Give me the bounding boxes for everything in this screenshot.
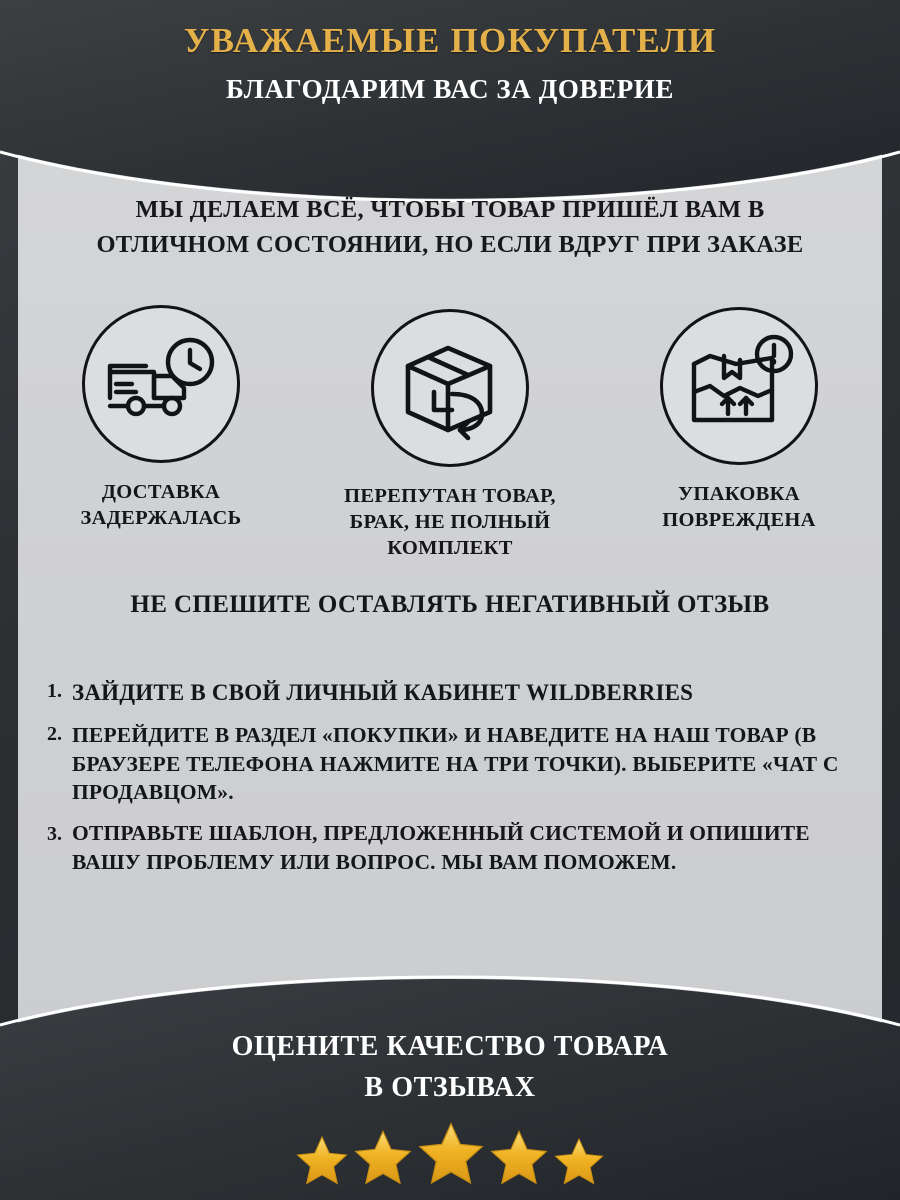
- box-return-arrow-icon: [371, 309, 529, 467]
- page-title: УВАЖАЕМЫЕ ПОКУПАТЕЛИ: [183, 21, 717, 60]
- damaged-package-icon: [660, 307, 818, 465]
- star-icon: [296, 1134, 348, 1186]
- problem-caption-delivery: ДОСТАВКА ЗАДЕРЖАЛАСЬ: [80, 481, 242, 530]
- problem-caption-damaged-package: УПАКОВКА ПОВРЕЖДЕНА: [662, 483, 816, 532]
- mid-heading: НЕ СПЕШИТЕ ОСТАВЛЯТЬ НЕГАТИВНЫЙ ОТЗЫВ: [130, 591, 770, 618]
- list-item: [22, 678, 878, 708]
- star-icon: [490, 1128, 548, 1186]
- problem-item-damaged-package: [604, 305, 874, 533]
- footer-line-2: В ОТЗЫВАХ: [364, 1072, 536, 1103]
- step-text: ЗАЙДИТЕ В СВОЙ ЛИЧНЫЙ КАБИНЕТ WILDBERRIES: [72, 680, 694, 705]
- problem-item-wrong-item: [315, 305, 585, 562]
- problem-item-delivery: [26, 305, 296, 531]
- footer-text-block: [0, 1029, 900, 1104]
- header-text-block: [0, 22, 900, 106]
- list-item: [22, 819, 878, 876]
- star-icon: [418, 1120, 484, 1186]
- intro-paragraph: МЫ ДЕЛАЕМ ВСЁ, ЧТОБЫ ТОВАР ПРИШЁЛ ВАМ В ОТЛИЧНОМ СОСТОЯНИИ, НО ЕСЛИ ВДРУГ ПРИ ЗАКАЗЕ: [96, 196, 804, 258]
- rating-stars: [0, 1120, 900, 1186]
- delivery-truck-clock-icon: [82, 305, 240, 463]
- problem-caption-wrong-item: ПЕРЕПУТАН ТОВАР, БРАК, НЕ ПОЛНЫЙ КОМПЛЕКТ: [344, 485, 556, 560]
- page-subtitle: БЛАГОДАРИМ ВАС ЗА ДОВЕРИЕ: [225, 73, 675, 104]
- step-number: 1.: [47, 680, 62, 702]
- footer-line-1: ОЦЕНИТЕ КАЧЕСТВО ТОВАРА: [231, 1031, 669, 1062]
- star-icon: [554, 1136, 604, 1186]
- step-number: 3.: [47, 823, 62, 846]
- step-text: ПЕРЕЙДИТЕ В РАЗДЕЛ «ПОКУПКИ» И НАВЕДИТЕ НА НАШ ТОВАР (В БРАУЗЕРЕ ТЕЛЕФОНА НАЖМИТЕ НА ТРИ ТОЧКИ). ВЫБЕРИТЕ «ЧАТ С ПРОДАВЦОМ».: [72, 723, 839, 805]
- step-text: ОТПРАВЬТЕ ШАБЛОН, ПРЕДЛОЖЕННЫЙ СИСТЕМОЙ И ОПИШИТЕ ВАШУ ПРОБЛЕМУ ИЛИ ВОПРОС. МЫ ВАМ ПОМОЖЕМ.: [72, 821, 810, 874]
- star-icon: [354, 1128, 412, 1186]
- problem-icons-row: [26, 305, 874, 562]
- instruction-steps: [22, 678, 878, 889]
- list-item: [22, 721, 878, 806]
- step-number: 2.: [47, 723, 62, 746]
